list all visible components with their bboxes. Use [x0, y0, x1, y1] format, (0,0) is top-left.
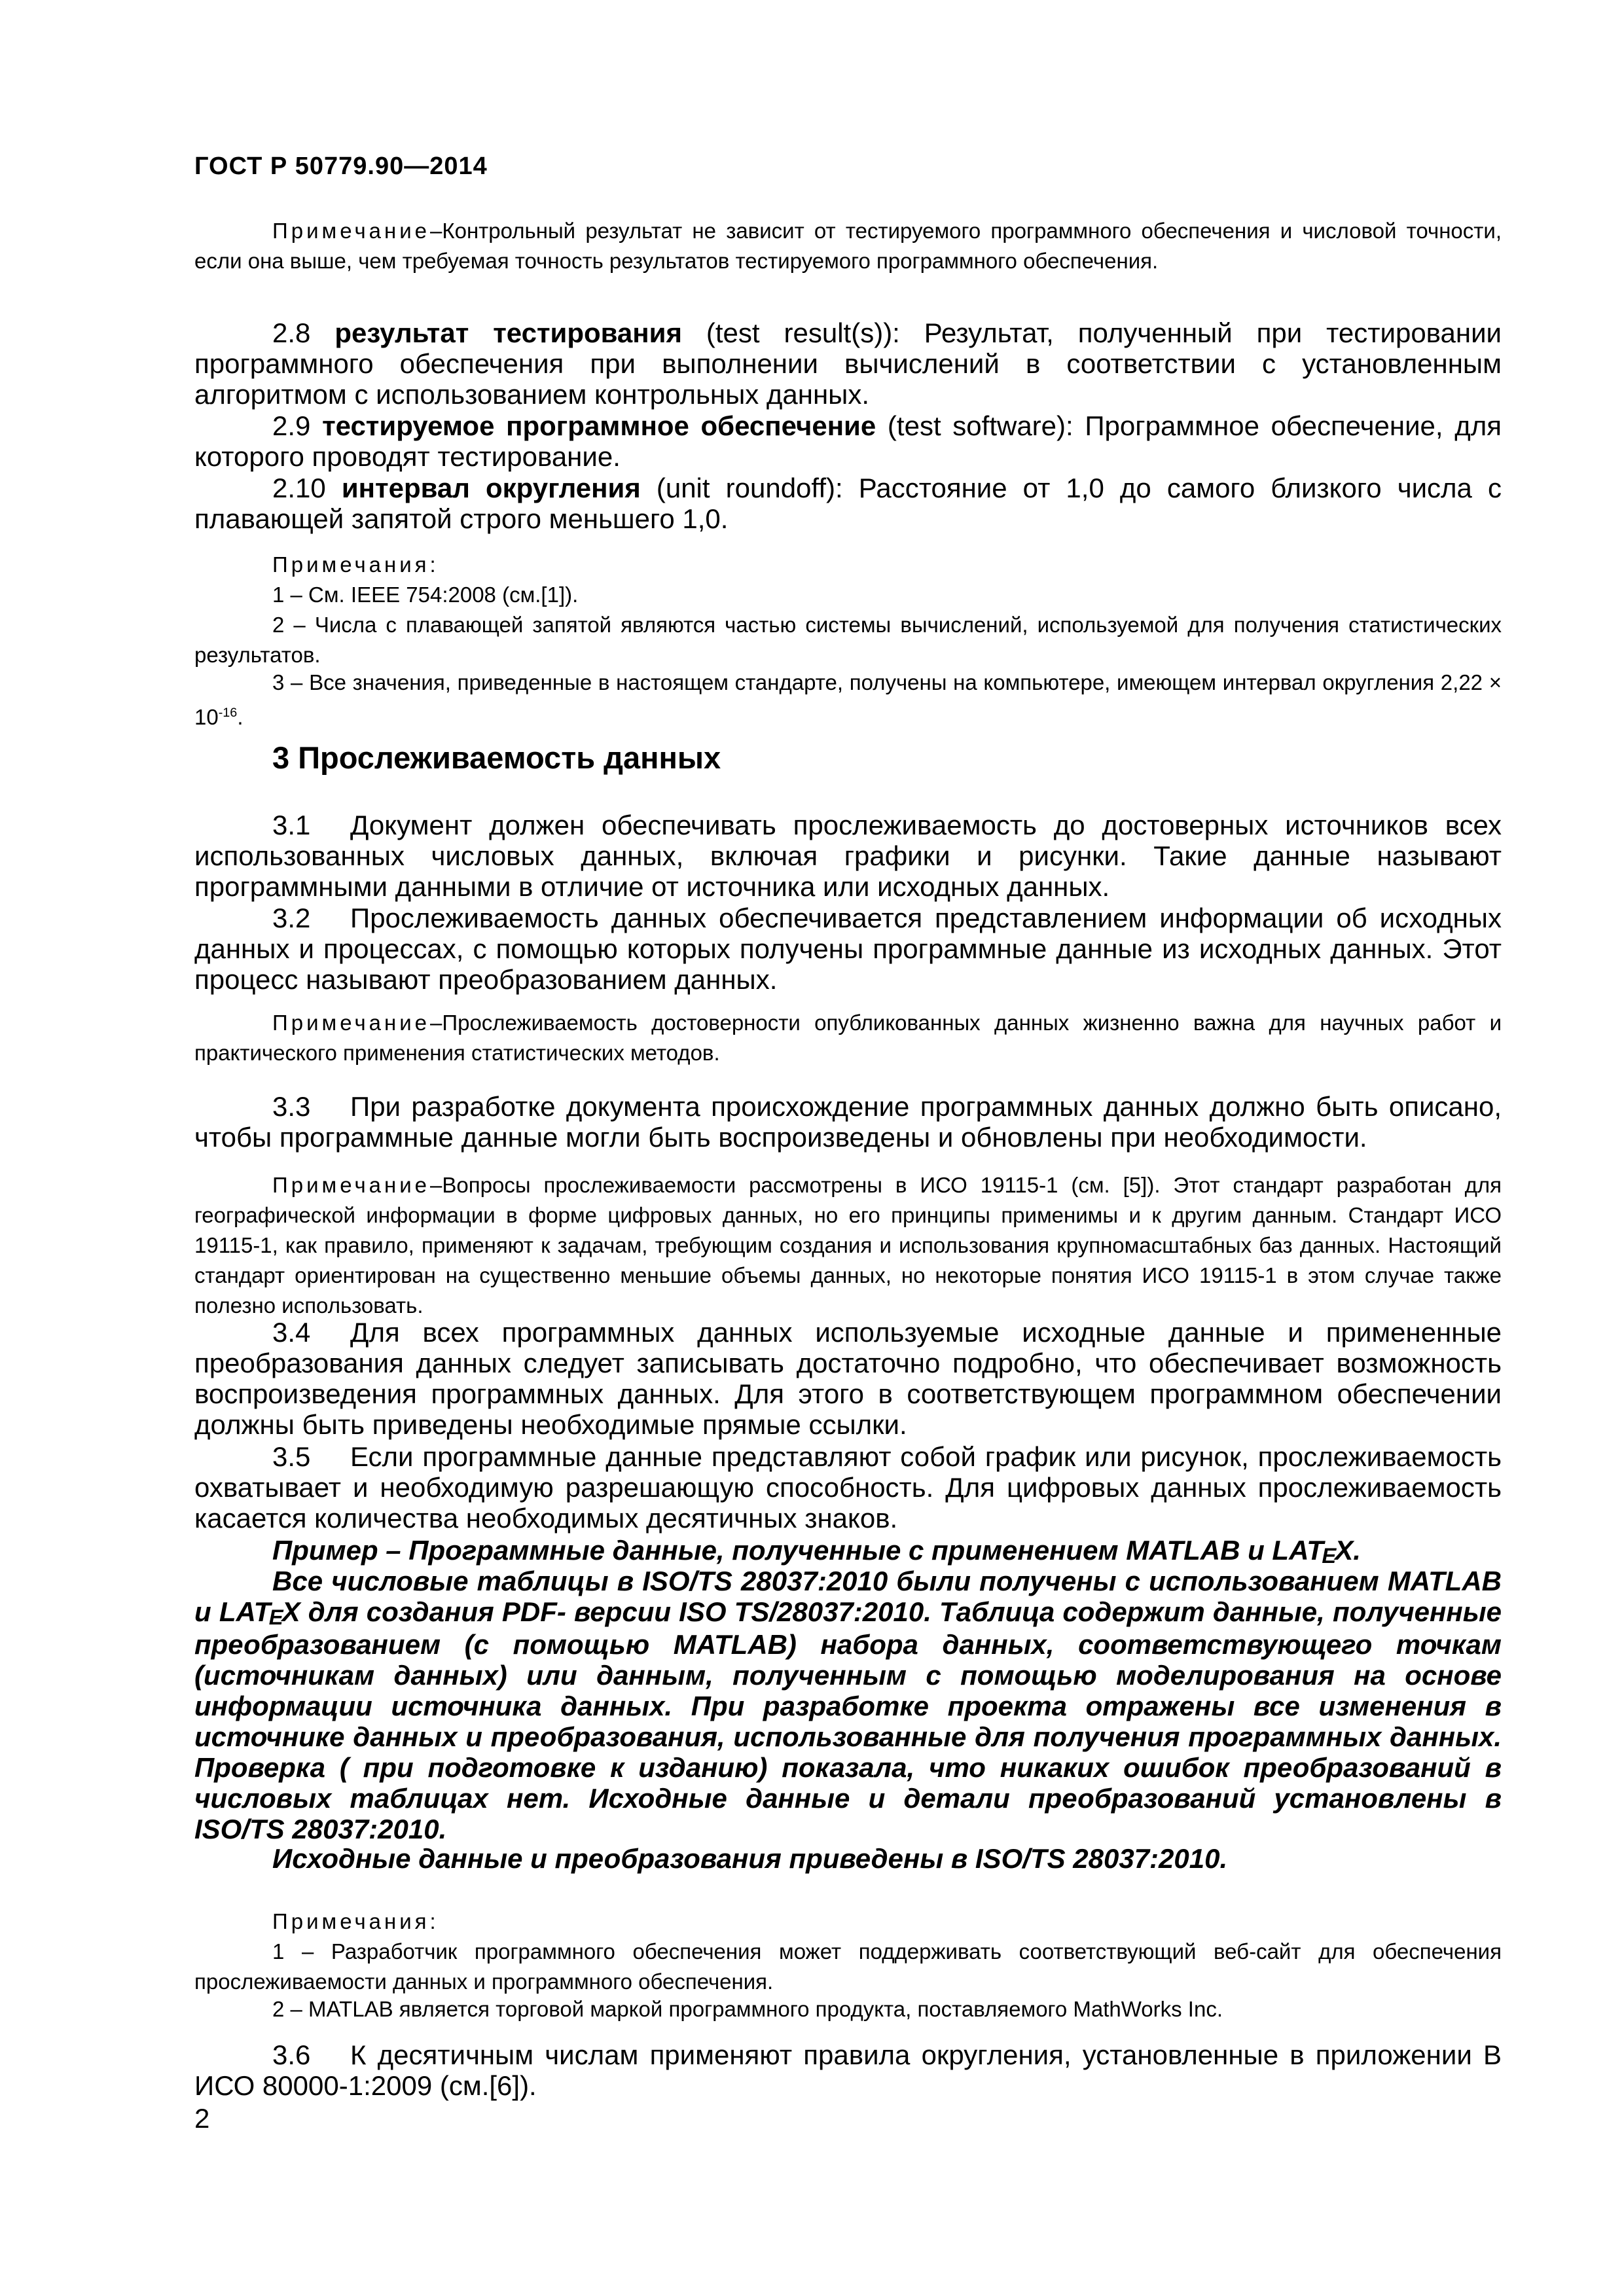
latex-e: E: [1322, 1543, 1337, 1568]
clause-3-6: [194, 2039, 1502, 2101]
latex-la: LAT: [219, 1596, 271, 1627]
note-label: Примечание: [272, 1011, 431, 1035]
clause-number: 3.3: [272, 1091, 311, 1122]
note-label: Примечание: [272, 1173, 431, 1197]
note-item-text: 3 – Все значения, приведенные в настоящем стандарте, получены на компьютере, имеющем интервал округления 2,22 × 10: [194, 670, 1502, 729]
definition-term: результат тестирования: [334, 317, 682, 348]
definition-text: (unit roundoff): Расстояние от 1,0 до самого близкого числа с плавающей запятой строго меньшего 1,0.: [194, 473, 1502, 534]
note-text: Вопросы прослеживаемости рассмотрены в ИСО 19115-1 (см. [5]). Этот стандарт разработан для географической информации в форме цифровых данных, но его принципы применимы и к другим данным. Стандарт ИСО 19115-1, как правило, применяют к задачам, требующим создания и использования крупномасштабных баз данных. Настоящий стандарт ориентирован на существенно меньшие объемы данных, но некоторые понятия ИСО 19115-1 в этом случае также полезно использовать.: [194, 1173, 1502, 1318]
definition-2-8: [194, 317, 1502, 410]
example-text-cont: для создания PDF- версии ISO TS/28037:2010. Таблица содержит данные, полученные преобразованием (с помощью MATLAB) набора данных, соответствующего точкам (источникам данных) или данным, полученным с помощью моделирования на основе информации источника данных. При разработке проекта отражены все изменения в источнике данных и преобразования, использованные для получения программных данных. Проверка ( при подготовке к изданию) показала, что никаких ошибок преобразований в числовых таблицах нет. Исходные данные и детали преобразований установлены в ISO/TS 28037:2010.: [194, 1596, 1502, 1844]
note-item-end: .: [237, 705, 244, 729]
exponent: -16: [218, 706, 238, 720]
note-item-2: 2 – Числа с плавающей запятой являются частью системы вычислений, используемой для получения статистических результатов.: [194, 613, 1502, 667]
clause-3-4: [194, 1317, 1502, 1440]
definition-text: (test result(s)): Результат, полученный при тестировании программного обеспечения при выполнении вычислений в соответствии с установленным алгоритмом с использованием контрольных данных.: [194, 317, 1502, 410]
clause-text: При разработке документа происхождение программных данных должно быть описано, чтобы программные данные могли быть воспроизведены и обновлены при необходимости.: [194, 1091, 1502, 1153]
note-item-3: [194, 668, 1502, 732]
clause-text: Если программные данные представляют собой график или рисунок, прослеживаемость охватывает и необходимую разрешающую способность. Для цифровых данных прослеживаемость касается количества необходимых десятичных знаков.: [194, 1441, 1502, 1534]
note-label: Примечание: [272, 219, 431, 243]
example-body: [194, 1566, 1502, 1844]
definition-term: тестируемое программное обеспечение: [322, 410, 876, 441]
clause-3-2: [194, 903, 1502, 995]
clause-number: 2.10: [272, 473, 326, 503]
clause-number: 2.8: [272, 317, 311, 348]
example-heading: [194, 1535, 1502, 1568]
clause-number: 3.4: [272, 1317, 311, 1348]
clause-number: 3.5: [272, 1441, 311, 1472]
latex-x: X: [281, 1596, 300, 1627]
note-item-1: 1 – Разработчик программного обеспечения может поддерживать соответствующий веб-сайт для обеспечения прослеживаемости данных и программного обеспечения.: [194, 1939, 1502, 1994]
clause-text: Документ должен обеспечивать прослеживаемость до достоверных источников всех использованных числовых данных, включая графики и рисунки. Такие данные называют программными данными в отличие от источника или исходных данных.: [194, 810, 1502, 902]
note-item-2: 2 – MATLAB является торговой маркой программного продукта, поставляемого MathWorks Inc.: [272, 1997, 1223, 2021]
clause-number: 3.2: [272, 903, 311, 933]
example-title: Пример – Программные данные, полученные с применением MATLAB и: [272, 1535, 1272, 1566]
clause-3-5: [194, 1441, 1502, 1534]
definition-term: интервал округления: [341, 473, 641, 503]
latex-x: X: [1335, 1535, 1354, 1566]
clause-text: К десятичным числам применяют правила округления, установленные в приложении В ИСО 80000-1:2009 (см.[6]).: [194, 2039, 1502, 2101]
example-conclusion: Исходные данные и преобразования приведены в ISO/TS 28037:2010.: [272, 1843, 1228, 1874]
clause-text: Для всех программных данных используемые исходные данные и примененные преобразования данных следует записывать достаточно подробно, что обеспечивает возможность воспроизведения программных данных. Для этого в соответствующем программном обеспечении должны быть приведены необходимые прямые ссылки.: [194, 1317, 1502, 1440]
note-control-result: Примечание–Контрольный результат не зависит от тестируемого программного обеспечения и числовой точности, если она выше, чем требуемая точность результатов тестируемого программного обеспечения.: [194, 219, 1502, 273]
definition-2-9: [194, 410, 1502, 472]
document-code-header: ГОСТ Р 50779.90—2014: [194, 152, 488, 180]
notes-heading: Примечания:: [272, 552, 439, 577]
note-text: Контрольный результат не зависит от тестируемого программного обеспечения и числовой точности, если она выше, чем требуемая точность результатов тестируемого программного обеспечения.: [194, 219, 1502, 273]
latex-logo: [1272, 1535, 1353, 1566]
page-number: 2: [194, 2103, 210, 2134]
clause-number: 2.9: [272, 410, 311, 441]
note-text: Прослеживаемость достоверности опубликованных данных жизненно важна для научных работ и практического применения статистических методов.: [194, 1011, 1502, 1065]
notes-heading: Примечания:: [272, 1909, 439, 1933]
latex-e: E: [268, 1604, 283, 1629]
example-title-end: .: [1353, 1535, 1361, 1566]
clause-number: 3.6: [272, 2039, 311, 2070]
latex-logo: [219, 1596, 300, 1627]
example-text: Все числовые таблицы в ISO/TS 28037:2010 были получены с использованием MATLAB и: [194, 1566, 1502, 1627]
note-item-1: 1 – См. IEEE 754:2008 (см.[1]).: [272, 583, 579, 607]
clause-text: Прослеживаемость данных обеспечивается представлением информации об исходных данных и процессах, с помощью которых получены программные данные из исходных данных. Этот процесс называют преобразованием данных.: [194, 903, 1502, 995]
definition-2-10: [194, 473, 1502, 534]
note-iso-19115: Примечание–Вопросы прослеживаемости рассмотрены в ИСО 19115-1 (см. [5]). Этот стандарт разработан для географической информации в форме цифровых данных, но его принципы применимы и к другим данным. Стандарт ИСО 19115-1, как правило, применяют к задачам, требующим создания и использования крупномасштабных баз данных. Настоящий стандарт ориентирован на существенно меньшие объемы данных, но некоторые понятия ИСО 19115-1 в этом случае также полезно использовать.: [194, 1173, 1502, 1318]
clause-3-1: [194, 810, 1502, 902]
clause-3-3: [194, 1091, 1502, 1153]
definition-text: (test software): Программное обеспечение, для которого проводят тестирование.: [194, 410, 1502, 472]
clause-number: 3.1: [272, 810, 311, 840]
latex-la: LAT: [1272, 1535, 1324, 1566]
note-traceability: Примечание–Прослеживаемость достоверности опубликованных данных жизненно важна для научных работ и практического применения статистических методов.: [194, 1011, 1502, 1065]
section-title: 3 Прослеживаемость данных: [272, 740, 721, 775]
